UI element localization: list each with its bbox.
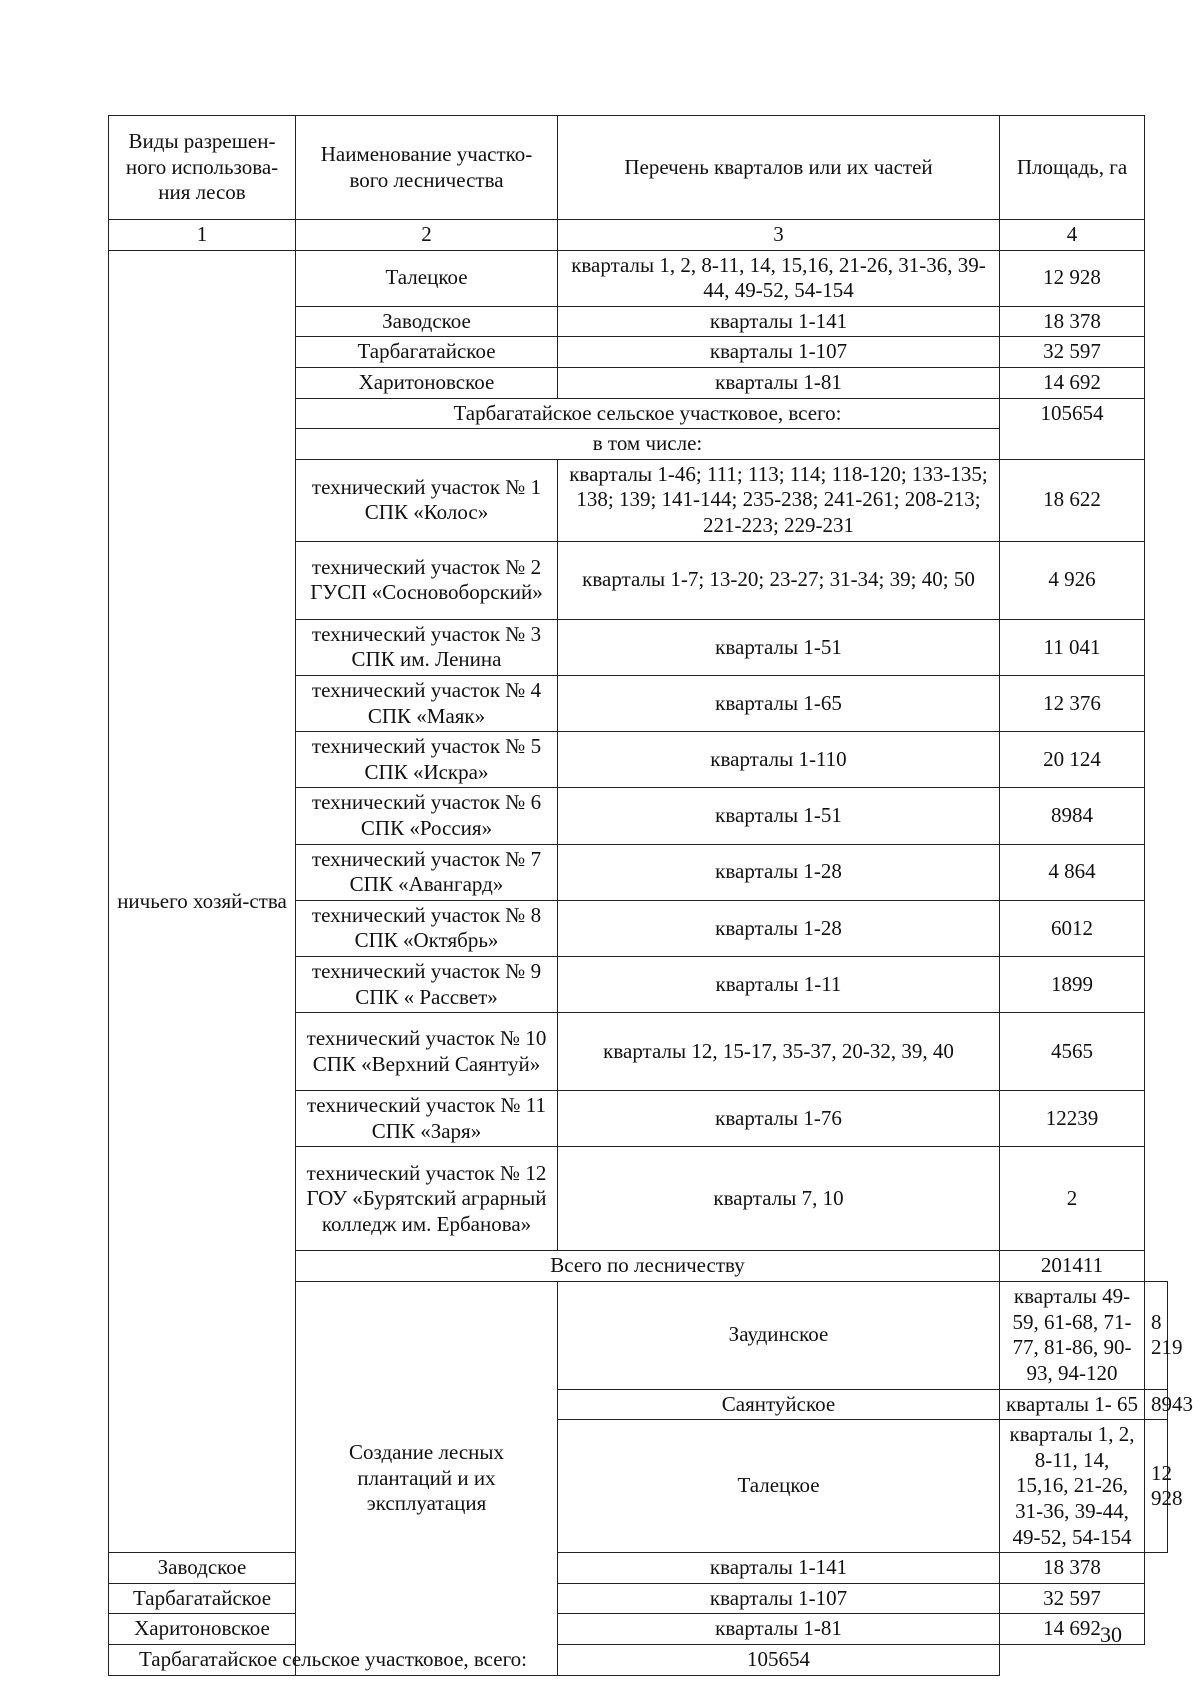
col-number: 4	[1000, 220, 1145, 251]
quarters-list: кварталы 1, 2, 8-11, 14, 15,16, 21-26, 31-36, 39-44, 49-52, 54-154	[1000, 1420, 1145, 1553]
quarters-list: кварталы 1-81	[558, 1614, 1000, 1645]
total-value: 201411	[1000, 1251, 1145, 1282]
quarters-list: кварталы 12, 15-17, 35-37, 20-32, 39, 40	[558, 1013, 1000, 1091]
quarters-list: кварталы 1-7; 13-20; 23-27; 31-34; 39; 40; 50	[558, 541, 1000, 619]
technical-site-name: технический участок № 10 СПК «Верхний Саянтуй»	[296, 1013, 558, 1091]
subtotal-label: Тарбагатайское сельское участковое, всего:	[109, 1644, 558, 1675]
header-row	[109, 116, 1168, 220]
forestry-name: Талецкое	[296, 250, 558, 306]
table-row	[109, 250, 1168, 306]
forestry-name: Саянтуйское	[558, 1389, 1000, 1420]
quarters-list: кварталы 1, 2, 8-11, 14, 15,16, 21-26, 31-36, 39-44, 49-52, 54-154	[558, 250, 1000, 306]
area-value: 18 622	[1000, 459, 1145, 541]
forestry-name: Заводское	[109, 1553, 296, 1584]
subtotal-value: 105654	[558, 1644, 1000, 1675]
quarters-list: кварталы 1-28	[558, 844, 1000, 900]
quarters-list: кварталы 1-81	[558, 368, 1000, 399]
forest-quarters-table	[108, 115, 1193, 1676]
area-value: 8943	[1145, 1389, 1168, 1420]
area-value: 18 378	[1000, 306, 1145, 337]
header-col1: Виды разрешен-ного использова-ния лесов	[109, 116, 296, 220]
header-col2: Наименование участко-вого лесничества	[296, 116, 558, 220]
area-value: 6012	[1000, 900, 1145, 956]
area-value: 32 597	[1000, 337, 1145, 368]
forestry-name: Заудинское	[558, 1282, 1000, 1389]
group1-label: ничьего хозяй-ства	[109, 250, 296, 1553]
technical-site-name: технический участок № 7 СПК «Авангард»	[296, 844, 558, 900]
subtotal-label: Тарбагатайское сельское участковое, всего:	[296, 398, 1000, 429]
subtotal-row	[109, 1644, 1168, 1675]
technical-site-name: технический участок № 9 СПК « Рассвет»	[296, 957, 558, 1013]
area-value: 4 864	[1000, 844, 1145, 900]
forestry-name: Тарбагатайское	[296, 337, 558, 368]
quarters-list: кварталы 7, 10	[558, 1147, 1000, 1251]
technical-site-name: технический участок № 8 СПК «Октябрь»	[296, 900, 558, 956]
area-value: 4 926	[1000, 541, 1145, 619]
area-value: 12239	[1000, 1091, 1145, 1147]
technical-site-name: технический участок № 5 СПК «Искра»	[296, 732, 558, 788]
col-number: 3	[558, 220, 1000, 251]
forestry-name: Заводское	[296, 306, 558, 337]
area-value: 18 378	[1000, 1553, 1145, 1584]
forestry-name: Харитоновское	[109, 1614, 296, 1645]
area-value: 14 692	[1000, 1614, 1145, 1645]
table-row	[109, 1614, 1168, 1645]
area-value: 20 124	[1000, 732, 1145, 788]
technical-site-name: технический участок № 4 СПК «Маяк»	[296, 675, 558, 731]
area-value: 14 692	[1000, 368, 1145, 399]
forestry-name: Харитоновское	[296, 368, 558, 399]
forestry-name: Талецкое	[558, 1420, 1000, 1553]
quarters-list: кварталы 1-110	[558, 732, 1000, 788]
quarters-list: кварталы 1-65	[558, 675, 1000, 731]
area-value: 8984	[1000, 788, 1145, 844]
area-value: 2	[1000, 1147, 1145, 1251]
quarters-list: кварталы 1-46; 111; 113; 114; 118-120; 133-135; 138; 139; 141-144; 235-238; 241-261; 208-213; 221-223; 229-231	[558, 459, 1000, 541]
technical-site-name: технический участок № 1 СПК «Колос»	[296, 459, 558, 541]
column-number-row	[109, 220, 1168, 251]
area-value: 12 376	[1000, 675, 1145, 731]
quarters-list: кварталы 1-51	[558, 619, 1000, 675]
area-value: 12 928	[1000, 250, 1145, 306]
technical-site-name: технический участок № 6 СПК «Россия»	[296, 788, 558, 844]
quarters-list: кварталы 1-51	[558, 788, 1000, 844]
including-label: в том числе:	[296, 429, 1000, 460]
quarters-list: кварталы 1-107	[558, 337, 1000, 368]
area-value: 11 041	[1000, 619, 1145, 675]
header-col4: Площадь, га	[1000, 116, 1145, 220]
quarters-list: кварталы 1-76	[558, 1091, 1000, 1147]
table-row	[109, 1583, 1168, 1614]
table-row	[109, 1553, 1168, 1584]
quarters-list: кварталы 1-28	[558, 900, 1000, 956]
forestry-name: Тарбагатайское	[109, 1583, 296, 1614]
area-value: 4565	[1000, 1013, 1145, 1091]
technical-site-name: технический участок № 2 ГУСП «Сосновоборский»	[296, 541, 558, 619]
quarters-list: кварталы 1-107	[558, 1583, 1000, 1614]
area-value: 32 597	[1000, 1583, 1145, 1614]
area-value: 8 219	[1145, 1282, 1168, 1389]
technical-site-name: технический участок № 3 СПК им. Ленина	[296, 619, 558, 675]
header-col3: Перечень кварталов или их частей	[558, 116, 1000, 220]
quarters-list: кварталы 1- 65	[1000, 1389, 1145, 1420]
group2-label: Создание лесных плантаций и их эксплуатация	[296, 1282, 558, 1676]
col-number: 2	[296, 220, 558, 251]
quarters-list: кварталы 1-141	[558, 306, 1000, 337]
quarters-list: кварталы 49-59, 61-68, 71-77, 81-86, 90-93, 94-120	[1000, 1282, 1145, 1389]
total-label: Всего по лесничеству	[296, 1251, 1000, 1282]
col-number: 1	[109, 220, 296, 251]
technical-site-name: технический участок № 11 СПК «Заря»	[296, 1091, 558, 1147]
quarters-list: кварталы 1-141	[558, 1553, 1000, 1584]
area-value: 1899	[1000, 957, 1145, 1013]
quarters-list: кварталы 1-11	[558, 957, 1000, 1013]
technical-site-name: технический участок № 12 ГОУ «Бурятский аграрный колледж им. Ербанова»	[296, 1147, 558, 1251]
subtotal-value: 105654	[1000, 398, 1145, 459]
page-number: 30	[1100, 1622, 1122, 1647]
area-value: 12 928	[1145, 1420, 1168, 1553]
